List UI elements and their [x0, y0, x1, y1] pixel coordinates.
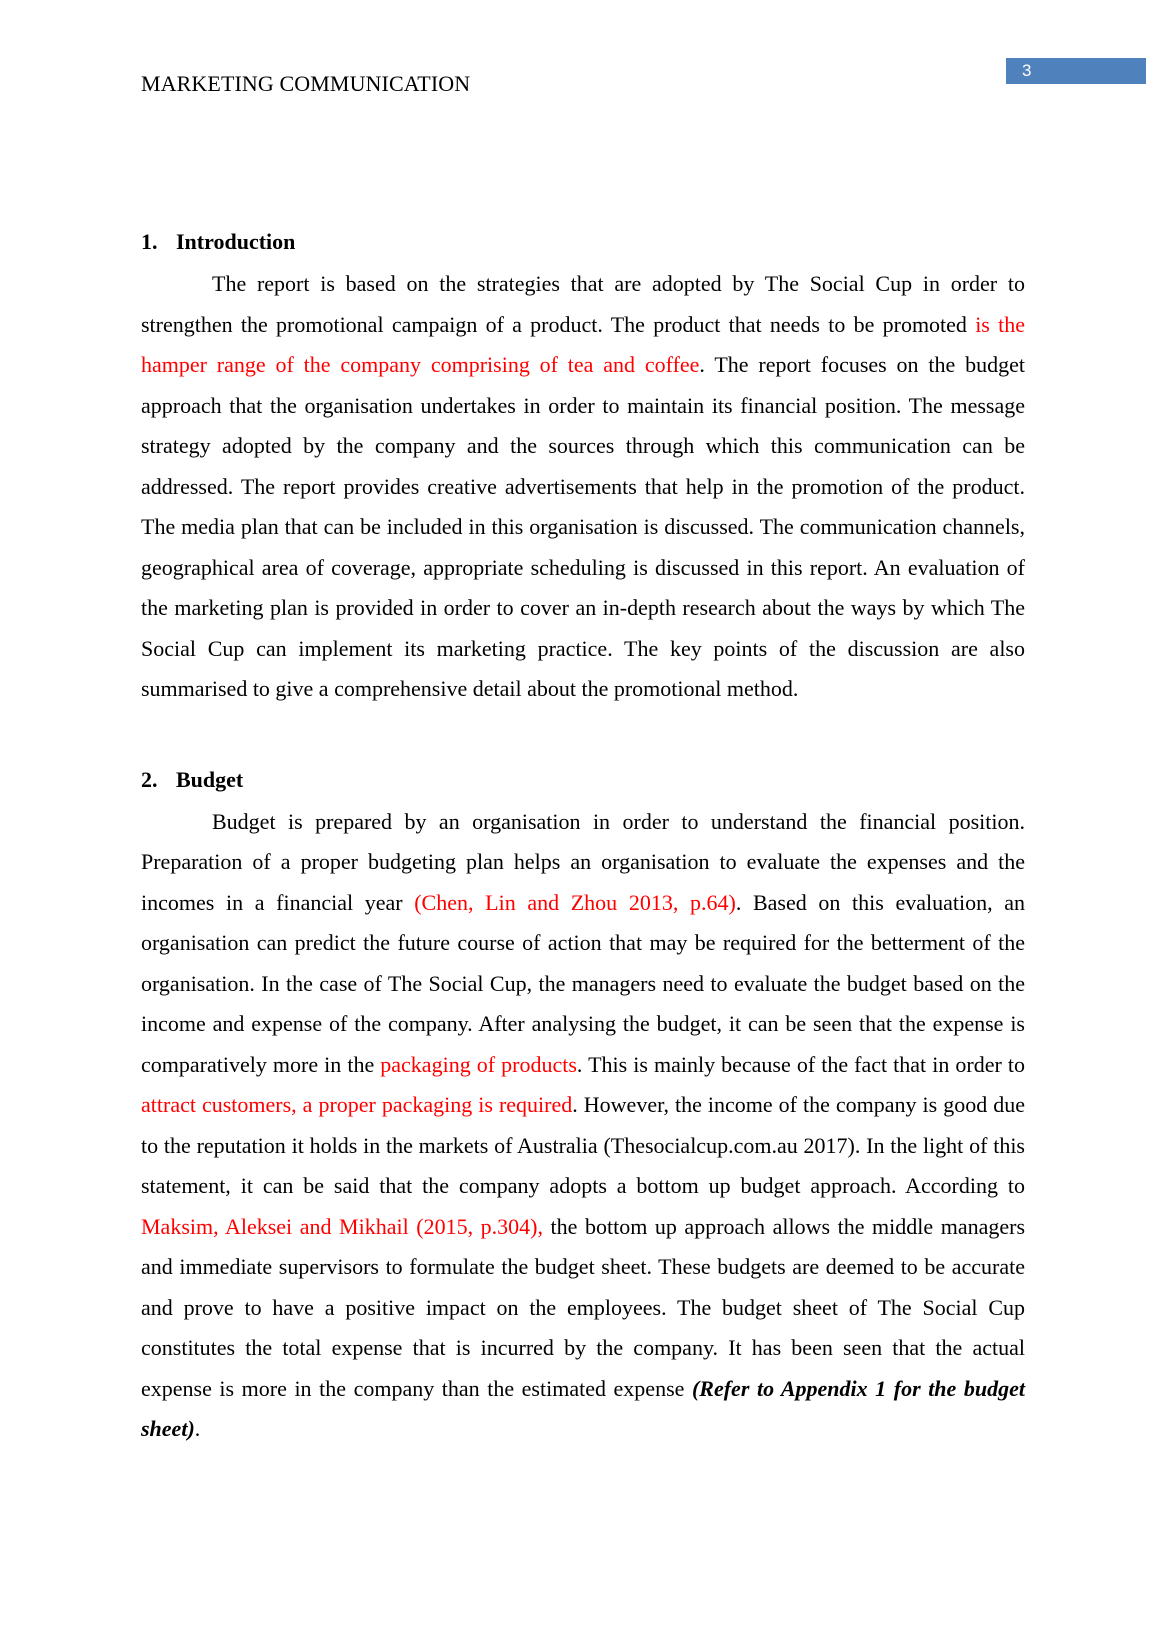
- text-run: . This is mainly because of the fact that in order to: [576, 1051, 1025, 1077]
- section-number: 1.: [141, 229, 158, 254]
- citation-chen-lin-zhou: (Chen, Lin and Zhou 2013, p.64): [414, 889, 736, 915]
- text-run: .: [194, 1416, 201, 1441]
- section-number: 2.: [141, 766, 158, 792]
- text-run: the bottom up approach allows the middle managers and immediate supervisors to formulate the budget sheet. These budgets are deemed to be accurate and prove to have a positive impact on the employees. The budget sheet of The Social Cup constitutes the total expense that is incurred by the company. It has been seen that the actual expense is more in the company than the estimated expense: [141, 1213, 1026, 1401]
- budget-paragraph: [141, 802, 1025, 1450]
- page-number: 3: [1006, 58, 1146, 84]
- section-title: Introduction: [176, 229, 296, 254]
- highlighted-text: is the hamper range of the company comprising of tea and coffee: [141, 311, 1025, 377]
- citation-maksim-aleksei-mikhail: Maksim, Aleksei and Mikhail (2015, p.304),: [141, 1213, 543, 1239]
- document-body: [141, 226, 1025, 1450]
- text-run: . The report focuses on the budget approach that the organisation undertakes in order to maintain its financial position. The message strategy adopted by the company and the sources through which this communication can be addressed. The report provides creative advertisements that help in the promotion of the product. The media plan that can be included in this organisation is discussed. The communication channels, geographical area of coverage, appropriate scheduling is discussed in this report. An evaluation of the marketing plan is provided in order to cover an in-depth research about the ways by which The Social Cup can implement its marketing practice. The key points of the discussion are also summarised to give a comprehensive detail about the promotional method.: [141, 352, 1025, 701]
- section-spacer: [141, 710, 1025, 764]
- section-heading-introduction: [141, 226, 1025, 264]
- appendix-reference: (Refer to Appendix 1 for the budget sheet): [141, 1375, 1025, 1441]
- text-run: . However, the income of the company is good due to the reputation it holds in the markets of Australia (Thesocialcup.com.au 2017). In the light of this statement, it can be said that the company adopts a bottom up budget approach. According to: [141, 1092, 1025, 1198]
- section-title: Budget: [176, 766, 244, 792]
- text-run: . Based on this evaluation, an organisation can predict the future course of action that may be required for the betterment of the organisation. In the case of The Social Cup, the managers need to evaluate the budget based on the income and expense of the company. After analysing the budget, it can be seen that the expense is comparatively more in the: [141, 889, 1025, 1077]
- section-heading-budget: [141, 764, 1025, 802]
- running-head: MARKETING COMMUNICATION: [141, 71, 471, 96]
- highlighted-text: packaging of products: [380, 1051, 577, 1077]
- introduction-paragraph: [141, 264, 1025, 710]
- text-run: The report is based on the strategies that are adopted by The Social Cup in order to strengthen the promotional campaign of a product. The product that needs to be promoted: [141, 271, 1025, 337]
- highlighted-text: attract customers, a proper packaging is required: [141, 1092, 573, 1117]
- text-run: Budget is prepared by an organisation in order to understand the financial position. Preparation of a proper budgeting plan helps an organisation to evaluate the expenses and the incomes in a financial year: [141, 808, 1025, 915]
